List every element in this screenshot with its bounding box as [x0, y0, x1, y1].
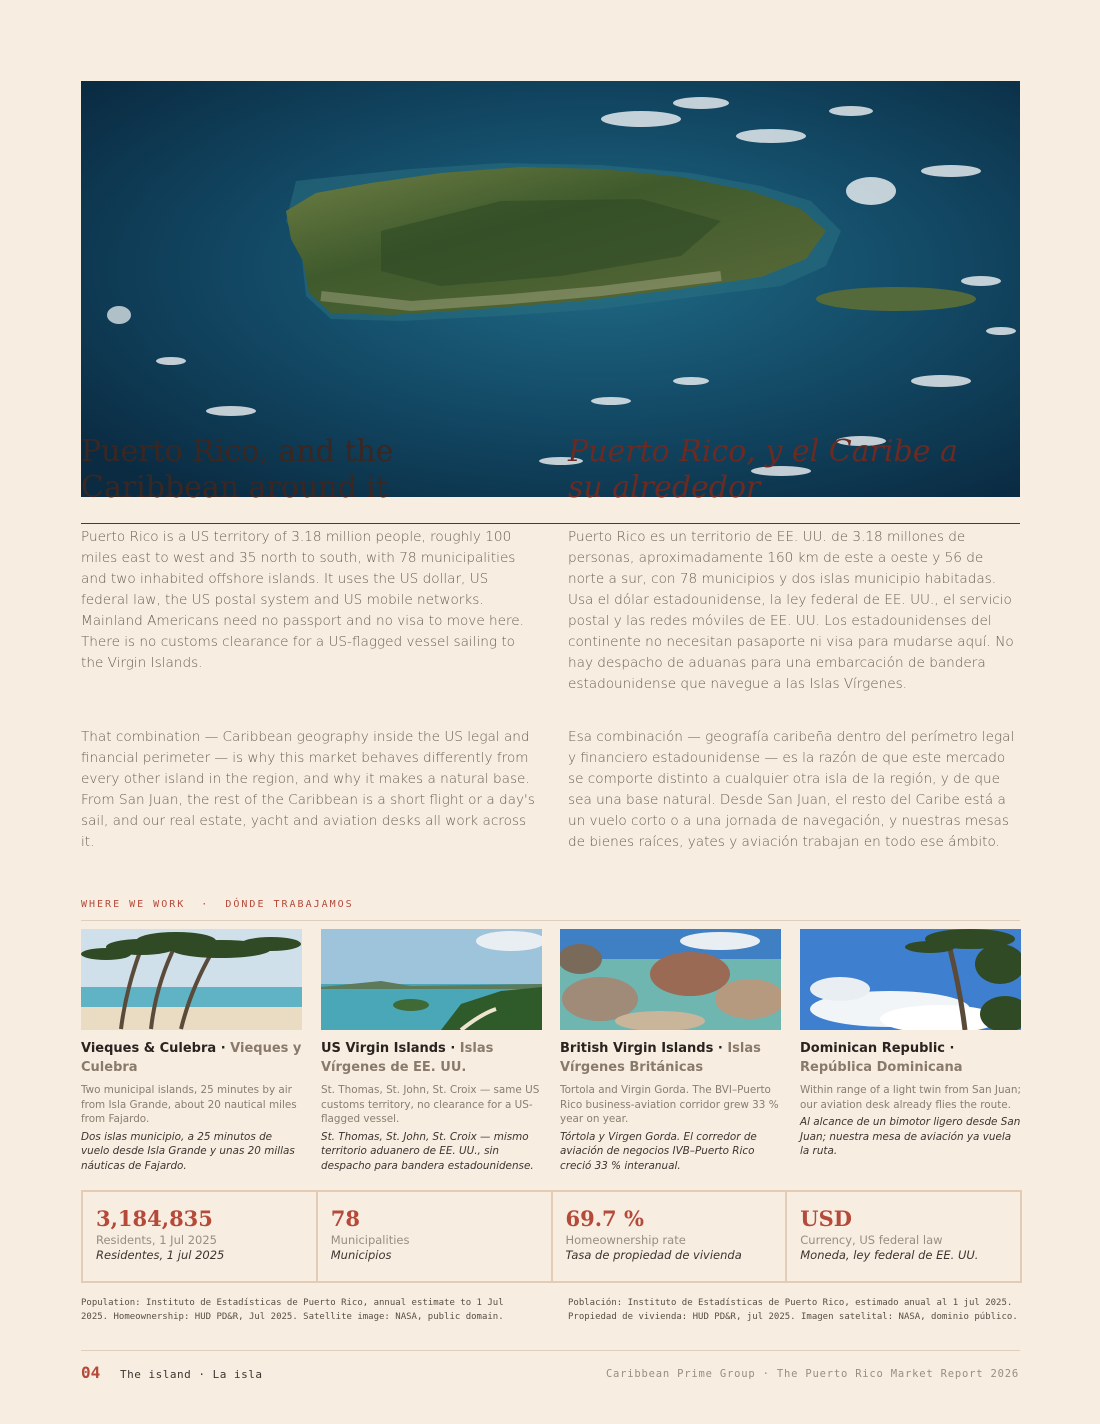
card-title: Vieques & Culebra · Vieques y Culebra: [81, 1041, 302, 1075]
palm-sky-image: [800, 929, 1021, 1030]
destination-card-dominican: [800, 929, 1021, 1159]
body-en-paragraph-1: Puerto Rico is a US territory of 3.18 million people, roughly 100 miles east to west and 35 north to south, with 78 municipalities and two inhabited offshore islands. It uses the US dollar, US federal law, the US postal system and US mobile networks. Mainland Americans need no passport and no visa to move here. There is no customs clearance for a US-flagged vessel sailing to the Virgin Islands.: [81, 529, 524, 671]
footer-brand: Caribbean Prime Group · The Puerto Rico Market Report 2026: [605, 1368, 1019, 1380]
section-rule: [81, 920, 1020, 921]
card-description-en: Two municipal islands, 25 minutes by air from Isla Grande, about 20 nautical miles from Fajardo.: [81, 1084, 297, 1125]
card-description-es: Tórtola y Virgen Gorda. El corredor de aviación de negocios IVB–Puerto Rico creció 33 % interanual.: [560, 1130, 757, 1172]
source-note-es: Población: Instituto de Estadísticas de Puerto Rico, estimado anual al 1 jul 2025. Propiedad de vivienda: HUD PD&R, jul 2025. Imagen satelital: NASA, dominio público.: [568, 1298, 1018, 1322]
body-es-paragraph-2: Esa combinación — geografía caribeña dentro del perímetro legal y financiero estadounidense — es la razón de que este mercado se comporte distinto a cualquier otra isla de la región, y de que sea una base natural. Desde San Juan, el resto del Caribe está a un vuelo corto o a una jornada de navegación, y nuestras mesas de bienes raíces, yates y aviación trabajan en todo ese ámbito.: [568, 729, 1015, 850]
card-title: British Virgin Islands · Islas Vírgenes Británicas: [560, 1041, 761, 1075]
destination-card-bvi: [560, 929, 781, 1173]
bay-islands-image: [321, 929, 542, 1030]
card-title: Dominican Republic · República Dominicana: [800, 1041, 963, 1075]
stats-panel: [81, 1190, 1022, 1283]
section-label: WHERE WE WORK · DÓNDE TRABAJAMOS: [81, 899, 354, 910]
card-description-en: St. Thomas, St. John, St. Croix — same US customs territory, no clearance for a US-flagged vessel.: [321, 1084, 540, 1125]
destination-card-vieques: [81, 929, 302, 1173]
page-number: 04: [81, 1363, 101, 1382]
card-description-en: Within range of a light twin from San Juan; our aviation desk already flies the route.: [800, 1084, 1021, 1111]
card-description-en: Tortola and Virgin Gorda. The BVI–Puerto Rico business-aviation corridor grew 33 % year on year.: [560, 1084, 779, 1125]
boulders-image: [560, 929, 781, 1030]
stat-municipalities: 78 Municipalities Municipios: [318, 1192, 553, 1281]
title-rule: [81, 523, 1020, 524]
stat-residents: 3,184,835 Residents, 1 Jul 2025 Residentes, 1 jul 2025: [83, 1192, 318, 1281]
page-title-es: Puerto Rico, y el Caribe a su alrededor: [568, 434, 958, 505]
card-title: US Virgin Islands · Islas Vírgenes de EE. UU.: [321, 1041, 494, 1075]
footer-rule: [81, 1350, 1020, 1351]
beach-palms-image: [81, 929, 302, 1030]
stat-currency: USD Currency, US federal law Moneda, ley federal de EE. UU.: [800, 1206, 979, 1262]
body-es-paragraph-1: Puerto Rico es un territorio de EE. UU. de 3.18 millones de personas, aproximadamente 160 km de este a oeste y 56 de norte a sur, con 78 municipios y dos islas municipio habitadas. Usa el dólar estadounidense, la ley federal de EE. UU., el servicio postal y las redes móviles de EE. UU. Los estadounidenses del continente no necesitan pasaporte ni visa para mudarse aquí. No hay despacho de aduanas para una embarcación de bandera estadounidense que navegue a las Islas Vírgenes.: [568, 529, 1014, 692]
body-en-paragraph-2: That combination — Caribbean geography inside the US legal and financial perimeter — is why this market behaves differently from every other island in the region, and why it makes a natural base. From San Juan, the rest of the Caribbean is a short flight or a day's sail, and our real estate, yacht and aviation desks all work across it.: [81, 729, 535, 850]
page-title-en: Puerto Rico, and the Caribbean around it: [81, 434, 394, 505]
card-description-es: Al alcance de un bimotor ligero desde San Juan; nuestra mesa de aviación ya vuela la ruta.: [800, 1116, 1021, 1157]
card-description-es: St. Thomas, St. John, St. Croix — mismo territorio aduanero de EE. UU., sin despacho para bandera estadounidense.: [321, 1130, 534, 1172]
source-note-en: Population: Instituto de Estadísticas de Puerto Rico, annual estimate to 1 Jul 2025. Homeownership: HUD PD&R, Jul 2025. Satellite image: NASA, public domain.: [81, 1298, 504, 1322]
destination-card-usvi: [321, 929, 542, 1173]
card-description-es: Dos islas municipio, a 25 minutos de vuelo desde Isla Grande y unas 20 millas náuticas de Fajardo.: [81, 1130, 295, 1172]
stat-homeownership: 69.7 % Homeownership rate Tasa de propiedad de vivienda: [553, 1192, 788, 1281]
footer-section: The island · La isla: [120, 1368, 263, 1381]
